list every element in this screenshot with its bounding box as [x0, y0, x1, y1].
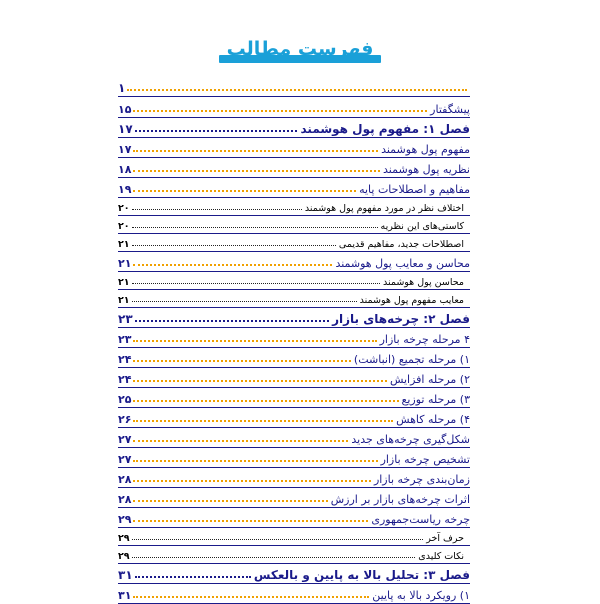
toc-entry-label: فصل ۲: چرخه‌های بازار	[332, 312, 470, 326]
toc-entry-label: حرف آخر	[426, 533, 464, 544]
toc-page-number: ۲۹	[118, 533, 130, 544]
toc-entry-label: نظریه پول هوشمند	[383, 163, 470, 176]
toc-dot-leader	[132, 557, 416, 558]
toc-entry-row[interactable]	[118, 408, 470, 427]
toc-entry-row[interactable]	[118, 234, 470, 251]
toc-entry-row[interactable]	[118, 428, 470, 447]
toc-entry-label: محاسن و معایب پول هوشمند	[335, 257, 470, 270]
toc-entry-label: شکل‌گیری چرخه‌های جدید	[351, 433, 470, 446]
toc-chapter-row[interactable]	[118, 564, 470, 583]
toc-entry-label: مفاهیم و اصطلاحات پایه	[359, 183, 470, 196]
toc-entry-row[interactable]	[118, 252, 470, 271]
toc-page-number: ۲۶	[118, 413, 132, 426]
toc-page-number: ۳۱	[118, 568, 133, 582]
toc-dot-leader	[133, 480, 371, 482]
toc-entry-label: ۲) مرحله افزایش	[389, 373, 470, 386]
toc-dot-leader	[133, 110, 427, 112]
toc-entry-row[interactable]	[118, 348, 470, 367]
toc-entry-label: ۳) مرحله توزیع	[401, 393, 470, 406]
toc-dot-leader	[133, 360, 350, 362]
toc-entry-label: معایب مفهوم پول هوشمند	[359, 295, 464, 306]
toc-dot-leader	[133, 520, 368, 522]
toc-page-number: ۲۰	[118, 221, 130, 232]
toc-page-number: ۱۷	[118, 143, 132, 156]
toc-entry-label: کاستی‌های این نظریه	[380, 221, 464, 232]
toc-dot-leader	[133, 440, 348, 442]
toc-page-number: ۲۸	[118, 493, 132, 506]
toc-entry-row[interactable]	[118, 158, 470, 177]
toc-page-number: ۲۴	[118, 373, 132, 386]
toc-entry-row[interactable]	[118, 468, 470, 487]
toc-entry-row[interactable]	[118, 488, 470, 507]
toc-dot-leader	[135, 130, 298, 132]
toc-entry-label: زمان‌بندی چرخه بازار	[373, 473, 470, 486]
toc-entry-row[interactable]	[118, 290, 470, 307]
toc-dot-leader	[133, 460, 377, 462]
toc-entry-label: اثرات چرخه‌های بازار بر ارزش	[330, 493, 470, 506]
toc-page-number: ۲۹	[118, 513, 132, 526]
toc-entry-row[interactable]	[118, 508, 470, 527]
toc-entry-row[interactable]	[118, 528, 470, 545]
toc-page-number: ۱۵	[118, 103, 132, 116]
toc-dot-leader	[133, 380, 387, 382]
toc-page-number: ۲۷	[118, 433, 132, 446]
toc-entry-row[interactable]	[118, 272, 470, 289]
toc-dot-leader	[133, 400, 398, 402]
toc-entry-label: مفهوم پول هوشمند	[381, 143, 470, 156]
toc-dot-leader	[132, 283, 380, 284]
toc-dot-leader	[133, 500, 327, 502]
toc-page-number: ۱۷	[118, 122, 133, 136]
toc-entry-row[interactable]	[118, 75, 470, 96]
toc-page-number: ۲۳	[118, 312, 133, 326]
toc-page-number: ۲۱	[118, 239, 130, 250]
toc-entry-row[interactable]	[118, 97, 470, 117]
toc-page-number: ۲۷	[118, 453, 132, 466]
toc-title: فهرست مطالب	[226, 38, 374, 60]
toc-page-number: ۲۳	[118, 333, 132, 346]
toc-title-wrap	[221, 38, 380, 60]
toc-dot-leader	[133, 170, 380, 172]
toc-dot-leader	[133, 190, 356, 192]
toc-title-block	[0, 38, 600, 78]
toc-dot-leader	[132, 301, 357, 302]
toc-page-number: ۱	[118, 81, 126, 95]
toc-entry-row[interactable]	[118, 448, 470, 467]
toc-entry-row[interactable]	[118, 328, 470, 347]
toc-entry-label: ۴) مرحله کاهش	[396, 413, 470, 426]
toc-entry-row[interactable]	[118, 368, 470, 387]
toc-entry-row[interactable]	[118, 388, 470, 407]
toc-dot-leader	[135, 576, 251, 578]
toc-entry-label: محاسن پول هوشمند	[382, 277, 464, 288]
toc-entry-label: نکات کلیدی	[418, 551, 464, 562]
toc-dot-leader	[132, 209, 302, 210]
toc-list	[118, 75, 470, 604]
toc-page-number: ۲۹	[118, 551, 130, 562]
toc-chapter-row[interactable]	[118, 118, 470, 137]
toc-chapter-row[interactable]	[118, 308, 470, 327]
toc-page-number: ۲۱	[118, 257, 132, 270]
toc-entry-label: ۴ مرحله چرخه بازار	[379, 333, 470, 346]
toc-dot-leader	[133, 264, 332, 266]
toc-dot-leader	[133, 596, 369, 598]
toc-dot-leader	[133, 420, 393, 422]
toc-page-number: ۲۰	[118, 203, 130, 214]
toc-dot-leader	[132, 227, 378, 228]
toc-entry-label: چرخه ریاست‌جمهوری	[371, 513, 470, 526]
toc-page-number: ۱۸	[118, 163, 132, 176]
toc-entry-row[interactable]	[118, 138, 470, 157]
toc-page-number: ۲۱	[118, 295, 130, 306]
toc-entry-row[interactable]	[118, 198, 470, 215]
toc-dot-leader	[132, 539, 424, 540]
toc-page-number: ۲۸	[118, 473, 132, 486]
toc-page-number: ۲۴	[118, 353, 132, 366]
toc-entry-row[interactable]	[118, 216, 470, 233]
toc-entry-label: پیشگفتار	[430, 103, 470, 116]
toc-entry-label: فصل ۱: مفهوم پول هوشمند	[300, 122, 470, 136]
toc-entry-label: تشخیص چرخه بازار	[380, 453, 470, 466]
toc-entry-label: ۱) رویکرد بالا به پایین	[372, 589, 470, 602]
toc-page-number: ۳۱	[118, 589, 132, 602]
toc-page-number: ۱۹	[118, 183, 132, 196]
toc-entry-label: فصل ۳: تحلیل بالا به پایین و بالعکس	[253, 568, 470, 582]
toc-dot-leader	[127, 89, 467, 91]
toc-dot-leader	[133, 340, 376, 342]
toc-dot-leader	[135, 320, 329, 322]
toc-entry-label: ۱) مرحله تجمیع (انباشت)	[353, 353, 470, 366]
toc-entry-row[interactable]	[118, 178, 470, 197]
toc-dot-leader	[133, 150, 378, 152]
toc-page-number: ۲۱	[118, 277, 130, 288]
toc-entry-label: اصطلاحات جدید، مفاهیم قدیمی	[338, 239, 464, 250]
toc-page-number: ۲۵	[118, 393, 132, 406]
toc-dot-leader	[132, 245, 336, 246]
toc-entry-label: اختلاف نظر در مورد مفهوم پول هوشمند	[304, 203, 464, 214]
toc-entry-row[interactable]	[118, 546, 470, 563]
toc-entry-row[interactable]	[118, 584, 470, 603]
